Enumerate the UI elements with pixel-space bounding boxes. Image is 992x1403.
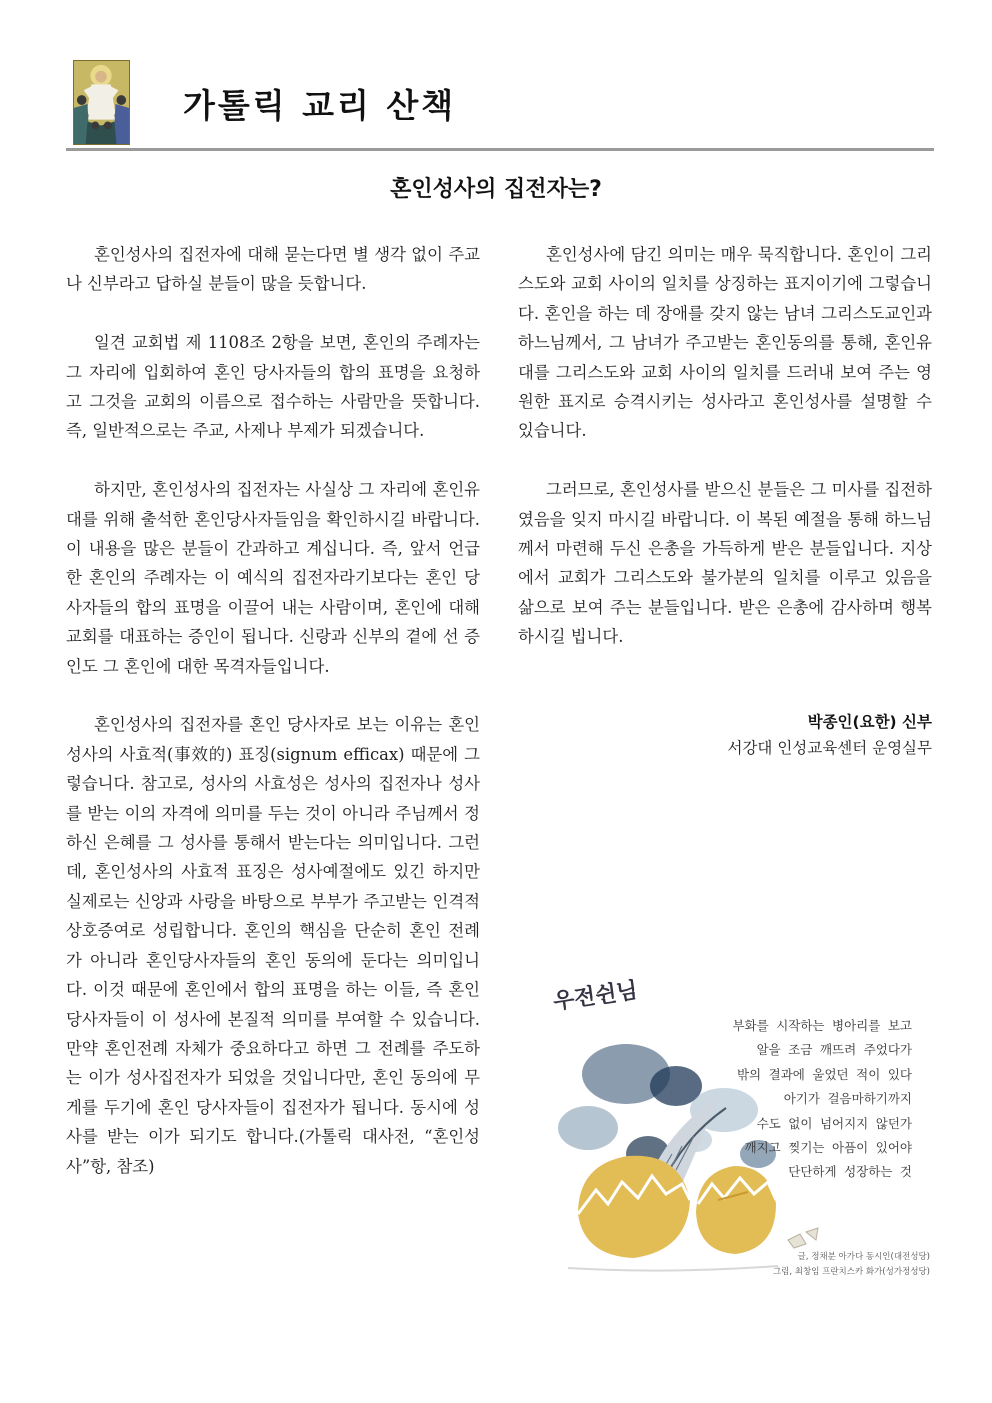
credit-artist: 그림, 최창임 프란치스카 화가(성가정성당) bbox=[772, 1267, 930, 1277]
right-column bbox=[518, 240, 932, 681]
author-name: 박종인(요한) 신부 bbox=[807, 713, 932, 731]
left-column bbox=[66, 240, 480, 1210]
illustration-logo: 우전쉰님 bbox=[551, 978, 640, 1015]
poem-line: 부화를 시작하는 병아리를 보고 bbox=[732, 1018, 912, 1033]
paragraph: 혼인성사의 집전자를 혼인 당사자로 보는 이유는 혼인성사의 사효적(事效的) 표징(signum efficax) 때문에 그렇습니다. 참고로, 성사의 사효성은 성사의 집전자나 성사를 받는 이의 자격에 의미를 두는 것이 아니라 주님께서 정하신 은혜를 그 성사를 통해서 받는다는 의미입니다. 그런데, 혼인성사의 사효적 표징은 성사예절에도 있긴 하지만 실제로는 신앙과 사랑을 바탕으로 부부가 주고받는 인격적 상호증여로 성립합니다. 혼인의 핵심을 단순히 혼인 전례가 아니라 혼인당사자들의 혼인 동의에 둔다는 의미입니다. 이것 때문에 혼인에서 합의 표명을 하는 이들, 즉 혼인 당사자들이 이 성사에 본질적 의미를 부여할 수 있습니다. 만약 혼인전례 자체가 중요하다고 하면 그 전례를 주도하는 이가 성사집전자가 되었을 것입니다만, 혼인 동의에 무게를 두기에 혼인 당사자들이 집전자가 됩니다. 동시에 성사를 받는 이가 되기도 합니다.(가톨릭 대사전, “혼인성사”항, 참조) bbox=[66, 715, 480, 1176]
credit-writer: 글, 정채분 아가다 동시인(대전성당) bbox=[797, 1252, 930, 1262]
jesus-with-disciples-icon bbox=[74, 61, 129, 144]
article-title: 혼인성사의 집전자는? bbox=[390, 177, 602, 202]
catholic-logo-image bbox=[73, 60, 130, 145]
paragraph: 혼인성사의 집전자에 대해 묻는다면 별 생각 없이 주교나 신부라고 답하실 분들이 많을 듯합니다. bbox=[66, 245, 480, 294]
paragraph: 그러므로, 혼인성사를 받으신 분들은 그 미사를 집전하였음을 잊지 마시길 바랍니다. 이 복된 예절을 통해 하느님께서 마련해 두신 은총을 가득하게 받은 분들입니다. 지상에서 교회가 그리스도와 불가분의 일치를 이루고 있음을 삶으로 보여 주는 분들입니다. 받은 은총에 감사하며 행복하시길 빕니다. bbox=[518, 480, 932, 647]
author-signature bbox=[518, 709, 932, 761]
paragraph: 하지만, 혼인성사의 집전자는 사실상 그 자리에 혼인유대를 위해 출석한 혼인당사자들임을 확인하시길 바랍니다. 이 내용을 많은 분들이 간과하고 계십니다. 즉, 앞서 언급한 혼인의 주례자는 이 예식의 집전자라기보다는 혼인 당사자들의 합의 표명을 이끌어 내는 사람이며, 혼인에 대해 교회를 대표하는 증인이 됩니다. 신랑과 신부의 곁에 선 증인도 그 혼인에 대한 목격자들입니다. bbox=[66, 480, 480, 676]
poem-line: 밖의 결과에 울었던 적이 있다 bbox=[736, 1066, 912, 1082]
poem-illustration bbox=[548, 978, 936, 1294]
illustration-credits bbox=[773, 1250, 930, 1280]
header-divider bbox=[66, 148, 934, 151]
poem-line: 수도 없이 넘어지지 않던가 bbox=[756, 1115, 912, 1131]
poem-line: 깨지고 찢기는 아픔이 있어야 bbox=[744, 1140, 912, 1156]
poem-line: 단단하게 성장하는 것 bbox=[788, 1164, 912, 1180]
poem-line: 알을 조금 깨뜨려 주었다가 bbox=[756, 1042, 912, 1058]
section-title: 가톨릭 교리 산책 bbox=[183, 86, 457, 125]
paragraph: 일견 교회법 제 1108조 2항을 보면, 혼인의 주례자는 그 자리에 입회하여 혼인 당사자들의 합의 표명을 요청하고 그것을 교회의 이름으로 접수하는 사람만을 뜻합니다. 즉, 일반적으로는 주교, 사제나 부제가 되겠습니다. bbox=[66, 333, 480, 441]
paragraph: 혼인성사에 담긴 의미는 매우 묵직합니다. 혼인이 그리스도와 교회 사이의 일치를 상징하는 표지이기에 그렇습니다. 혼인을 하는 데 장애를 갖지 않는 남녀 그리스도교인과 하느님께서, 그 남녀가 주고받는 혼인동의를 통해, 혼인유대를 그리스도와 교회 사이의 일치를 드러내 보여 주는 영원한 표지로 승격시키는 성사라고 혼인성사를 설명할 수 있습니다. bbox=[518, 245, 932, 441]
poem-line: 아기가 걸음마하기까지 bbox=[783, 1091, 912, 1107]
poem-text bbox=[732, 1014, 912, 1185]
author-role: 서강대 인성교육센터 운영실무 bbox=[727, 739, 932, 757]
